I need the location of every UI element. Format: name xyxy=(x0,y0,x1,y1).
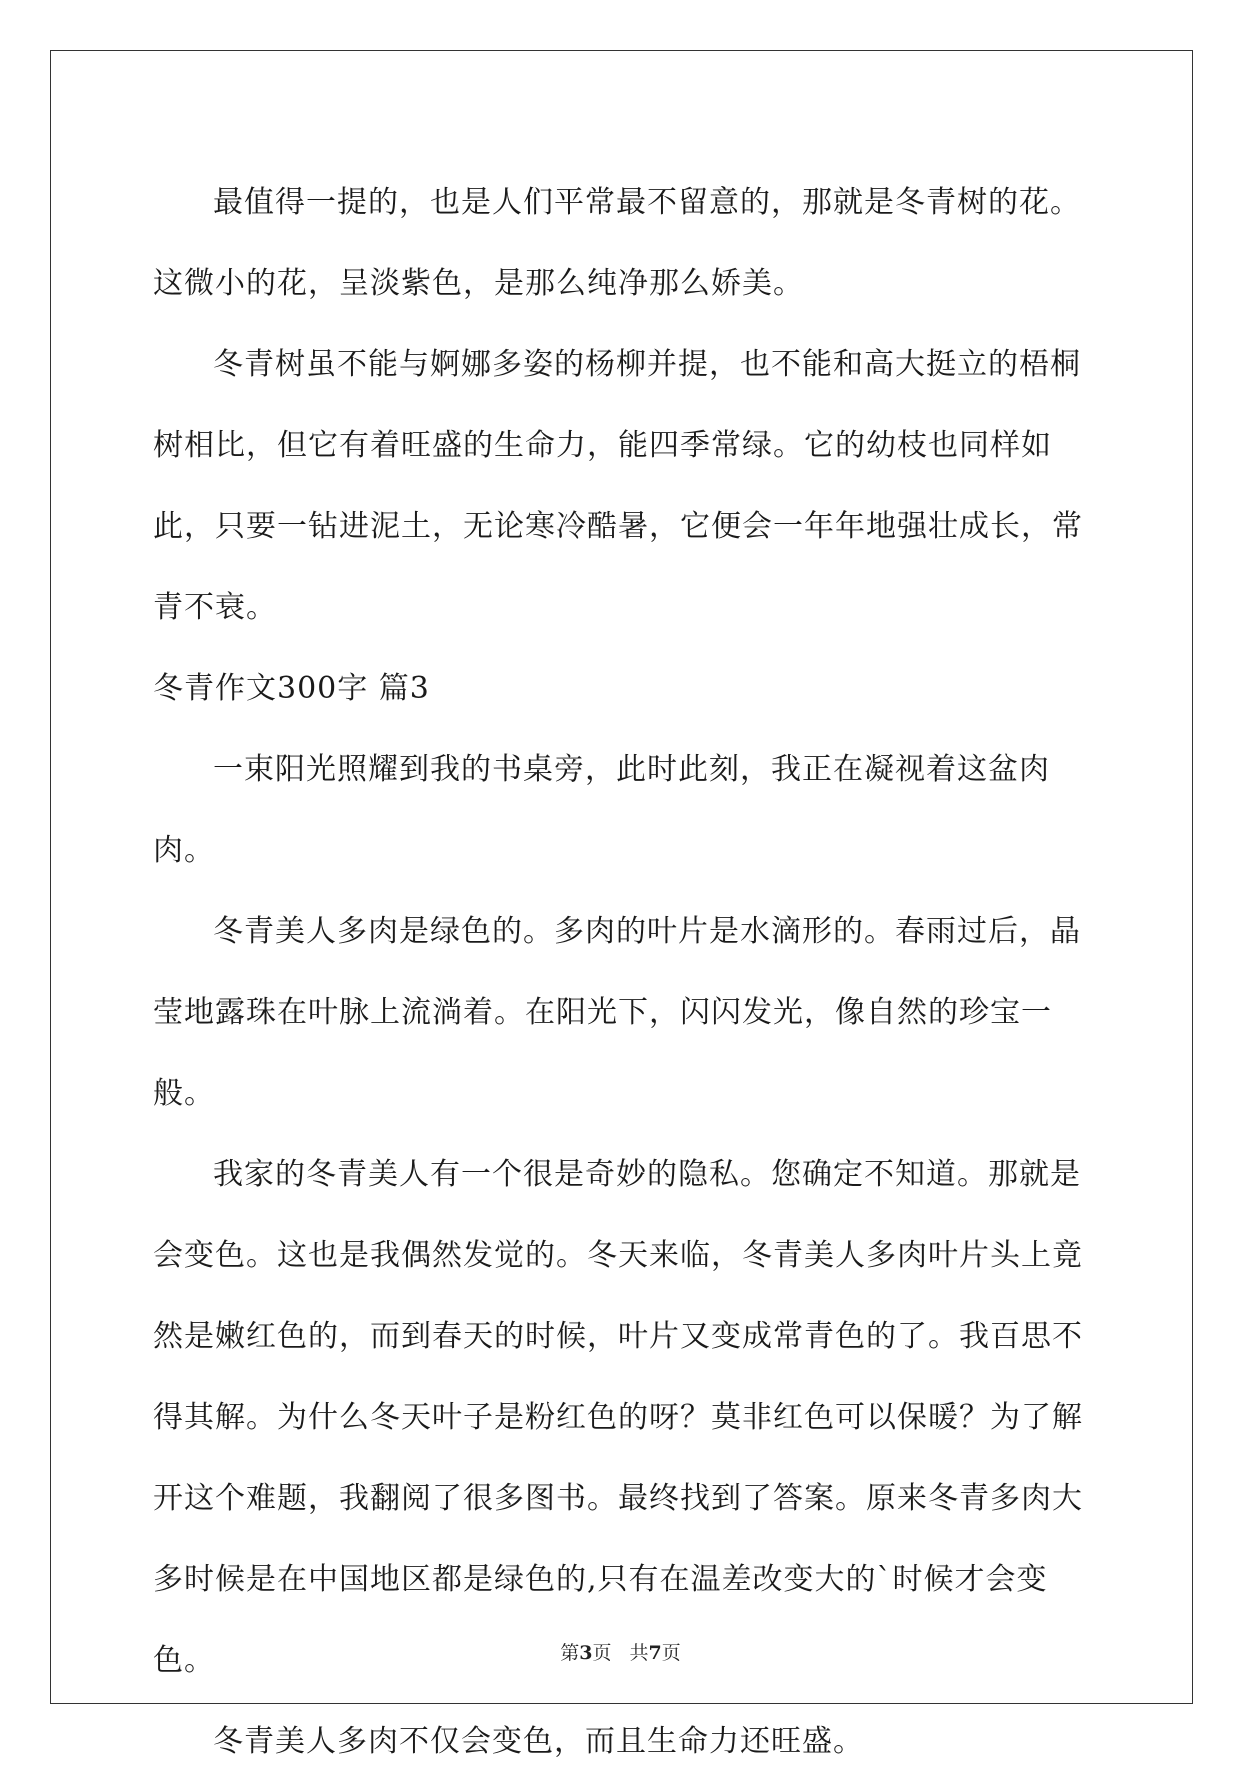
footer-total-suffix: 页 xyxy=(661,1642,681,1664)
document-body xyxy=(153,162,1093,1782)
footer-page-total: 7 xyxy=(648,1642,662,1664)
paragraph-6: 冬青美人多肉不仅会变色，而且生命力还旺盛。 xyxy=(213,1724,864,1759)
paragraph-1: 最值得一提的，也是人们平常最不留意的，那就是冬青树的花。这微小的花，呈淡紫色，是那么纯净那么娇美。 xyxy=(153,185,1081,301)
footer-page-current: 3 xyxy=(579,1642,593,1664)
footer-page-prefix: 第 xyxy=(560,1642,580,1664)
footer-total-prefix: 共 xyxy=(629,1642,649,1664)
paragraph-4: 冬青美人多肉是绿色的。多肉的叶片是水滴形的。春雨过后，晶莹地露珠在叶脉上流淌着。在阳光下，闪闪发光，像自然的珍宝一般。 xyxy=(153,914,1081,1111)
page-footer xyxy=(0,1638,1241,1665)
paragraph-2: 冬青树虽不能与婀娜多姿的杨柳并提，也不能和高大挺立的梧桐树相比，但它有着旺盛的生命力，能四季常绿。它的幼枝也同样如此，只要一钻进泥土，无论寒冷酷暑，它便会一年年地强壮成长，常青不衰。 xyxy=(153,347,1083,625)
paragraph-5: 我家的冬青美人有一个很是奇妙的隐私。您确定不知道。那就是会变色。这也是我偶然发觉的。冬天来临，冬青美人多肉叶片头上竟然是嫩红色的，而到春天的时候，叶片又变成常青色的了。我百思不得其解。为什么冬天叶子是粉红色的呀？莫非红色可以保暖？为了解开这个难题，我翻阅了很多图书。最终找到了答案。原来冬青多肉大多时候是在中国地区都是绿色的,只有在温差改变大的`时候才会变色。 xyxy=(153,1157,1083,1678)
footer-page-mid: 页 xyxy=(592,1642,612,1664)
section-heading: 冬青作文300字 篇3 xyxy=(153,671,430,706)
paragraph-3: 一束阳光照耀到我的书桌旁，此时此刻，我正在凝视着这盆肉肉。 xyxy=(153,752,1050,868)
